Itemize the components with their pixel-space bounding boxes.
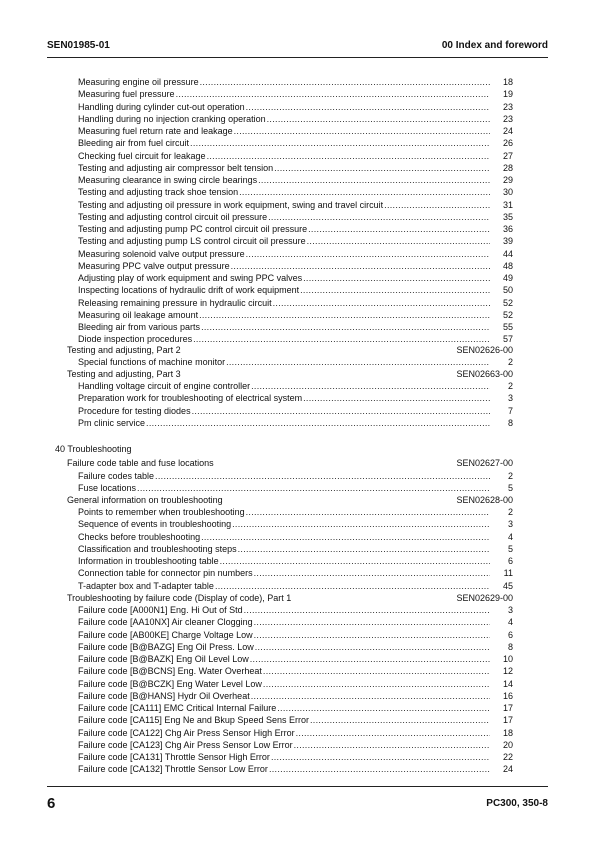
toc-entry-page: 20 xyxy=(502,739,513,750)
toc-leader-dots xyxy=(207,150,490,162)
toc-entry-title: Preparation work for troubleshooting of electrical system xyxy=(78,393,303,404)
toc-entry-title: Checks before troubleshooting xyxy=(78,531,201,542)
toc-entry-title: Handling voltage circuit of engine controller xyxy=(78,381,251,391)
toc-leader-dots xyxy=(215,580,490,592)
toc-leader-dots xyxy=(273,297,490,309)
toc-entry-page: 12 xyxy=(502,666,513,677)
toc-entry-title: Special functions of machine monitor xyxy=(78,357,226,367)
toc-entry-page: 18 xyxy=(502,727,513,738)
toc-leader-dots xyxy=(199,309,490,321)
toc-subsection-failure-table[interactable] xyxy=(67,457,513,469)
toc-entry-page: 28 xyxy=(502,162,513,173)
toc-entry-page: 27 xyxy=(502,150,513,161)
toc-entry-page: 8 xyxy=(507,641,513,652)
toc-entry-title: Points to remember when troubleshooting xyxy=(78,507,245,517)
toc-subsection-code: SEN02628-00 xyxy=(456,495,513,505)
toc-subsection-code: SEN02629-00 xyxy=(456,593,513,603)
toc-entry-title: Inspecting locations of hydraulic drift of work equipment xyxy=(78,285,300,296)
toc-entry-page: 6 xyxy=(507,556,513,566)
toc-entry-title: Measuring clearance in swing circle bearings xyxy=(78,175,258,185)
toc-leader-dots xyxy=(201,321,490,333)
toc-leader-dots xyxy=(258,174,490,186)
toc-entry-page: 5 xyxy=(507,483,513,494)
toc-subsection-testing-part3[interactable] xyxy=(67,368,513,380)
toc-leader-dots xyxy=(239,186,490,198)
toc-entry[interactable] xyxy=(78,555,513,567)
toc-entry-title: Handling during no injection cranking operation xyxy=(78,113,266,124)
toc-entry-title: Testing and adjusting oil pressure in work equipment, swing and travel circuit xyxy=(78,199,384,210)
toc-entry-page: 17 xyxy=(502,703,513,713)
toc-entry-title: Failure code [B@BCZK] Eng Water Level Low xyxy=(78,678,262,689)
toc-leader-dots xyxy=(246,506,490,518)
toc-entry[interactable] xyxy=(78,380,513,392)
toc-entry-title: Classification and troubleshooting steps xyxy=(78,543,237,554)
toc-leader-dots xyxy=(308,223,490,235)
toc-entry[interactable] xyxy=(78,392,513,404)
toc-entry-title: T-adapter box and T-adapter table xyxy=(78,580,214,591)
toc-entry-title: Failure code [CA123] Chg Air Press Sensor Low Error xyxy=(78,739,293,750)
toc-leader-dots xyxy=(176,88,490,100)
toc-entry[interactable] xyxy=(78,678,513,690)
toc-entry-title: Testing and adjusting track shoe tension xyxy=(78,187,239,198)
toc-subsection-title: General information on troubleshooting xyxy=(67,495,223,505)
toc-subsection-code: SEN02626-00 xyxy=(456,345,513,355)
toc-entry[interactable] xyxy=(78,186,513,198)
toc-leader-dots xyxy=(254,616,490,628)
toc-entry[interactable] xyxy=(78,567,513,579)
toc-leader-dots xyxy=(271,751,490,763)
toc-entry-page: 49 xyxy=(502,273,513,283)
toc-leader-dots xyxy=(255,641,490,653)
toc-entry[interactable] xyxy=(78,763,513,775)
toc-entry[interactable] xyxy=(78,101,513,113)
toc-entry[interactable] xyxy=(78,604,513,616)
toc-leader-dots xyxy=(232,518,490,530)
toc-leader-dots xyxy=(263,665,490,677)
toc-entry[interactable] xyxy=(78,405,513,417)
toc-entry-page: 55 xyxy=(502,322,513,332)
toc-leader-dots xyxy=(246,101,490,113)
toc-entry-page: 2 xyxy=(507,471,513,481)
toc-entry[interactable] xyxy=(78,125,513,137)
toc-entry-page: 4 xyxy=(507,617,513,628)
toc-leader-dots xyxy=(277,702,490,714)
toc-entry-title: Failure code [CA132] Throttle Sensor Low Error xyxy=(78,764,268,775)
toc-entry-page: 24 xyxy=(502,126,513,136)
toc-entry-page: 5 xyxy=(507,543,513,554)
toc-entry[interactable] xyxy=(78,690,513,702)
toc-entry-page: 30 xyxy=(502,187,513,198)
toc-entry-page: 6 xyxy=(507,629,513,640)
toc-entry[interactable] xyxy=(78,248,513,260)
toc-entry-title: Failure code [B@BAZK] Eng Oil Level Low xyxy=(78,654,249,664)
toc-subsection-title: Testing and adjusting, Part 2 xyxy=(67,345,181,355)
toc-leader-dots xyxy=(231,260,490,272)
toc-entry[interactable] xyxy=(78,113,513,125)
machine-model: PC300, 350-8 xyxy=(486,798,548,809)
toc-entry[interactable] xyxy=(78,223,513,235)
toc-entry-page: 44 xyxy=(502,248,513,259)
toc-entry-title: Failure code [CA131] Throttle Sensor High Error xyxy=(78,752,270,762)
toc-entry[interactable] xyxy=(78,76,513,88)
toc-entry-page: 26 xyxy=(502,138,513,149)
toc-leader-dots xyxy=(263,678,490,690)
toc-entry-title: Bleeding air from fuel circuit xyxy=(78,138,190,149)
toc-entry[interactable] xyxy=(78,470,513,482)
toc-entry-page: 23 xyxy=(502,113,513,124)
toc-entry-title: Measuring engine oil pressure xyxy=(78,77,199,87)
toc-entry-page: 29 xyxy=(502,175,513,185)
toc-entry[interactable] xyxy=(78,629,513,641)
toc-entry-title: Handling during cylinder cut-out operation xyxy=(78,101,245,112)
toc-entry-title: Diode inspection procedures xyxy=(78,334,193,345)
toc-entry-page: 16 xyxy=(502,690,513,701)
toc-entry-title: Failure code [B@BCNS] Eng. Water Overheat xyxy=(78,666,262,677)
toc-entry-title: Procedure for testing diodes xyxy=(78,405,191,416)
toc-entry-page: 57 xyxy=(502,334,513,345)
toc-entry-title: Information in troubleshooting table xyxy=(78,556,219,566)
toc-entry-page: 4 xyxy=(507,531,513,542)
toc-leader-dots xyxy=(303,392,490,404)
toc-entry[interactable] xyxy=(78,321,513,333)
toc-entry-title: Bleeding air from various parts xyxy=(78,322,201,332)
toc-entry[interactable] xyxy=(78,417,513,429)
page-header xyxy=(47,39,548,53)
toc-leader-dots xyxy=(250,653,490,665)
toc-leader-dots xyxy=(201,531,490,543)
toc-entry[interactable] xyxy=(78,580,513,592)
toc-entry[interactable] xyxy=(78,211,513,223)
toc-entry-title: Testing and adjusting control circuit oil pressure xyxy=(78,211,268,222)
toc-entry[interactable] xyxy=(78,88,513,100)
toc-leader-dots xyxy=(238,543,490,555)
toc-leader-dots xyxy=(146,417,490,429)
toc-entry[interactable] xyxy=(78,506,513,518)
toc-entry-page: 2 xyxy=(507,507,513,517)
toc-entry-title: Measuring solenoid valve output pressure xyxy=(78,248,245,259)
toc-entry[interactable] xyxy=(78,531,513,543)
toc-leader-dots xyxy=(307,235,490,247)
toc-entry[interactable] xyxy=(78,309,513,321)
toc-entry[interactable] xyxy=(78,150,513,162)
footer-rule xyxy=(47,786,548,787)
toc-entry-title: Sequence of events in troubleshooting xyxy=(78,519,232,530)
toc-entry[interactable] xyxy=(78,162,513,174)
toc-subsection-code: SEN02627-00 xyxy=(456,458,513,468)
header-rule xyxy=(47,57,548,58)
toc-leader-dots xyxy=(246,248,490,260)
toc-entry[interactable] xyxy=(78,260,513,272)
page-footer xyxy=(47,794,548,814)
toc-entry-title: Testing and adjusting air compressor belt tension xyxy=(78,162,274,173)
toc-chapter-troubleshooting[interactable] xyxy=(55,443,513,455)
toc-entry[interactable] xyxy=(78,272,513,284)
toc-entry-title: Testing and adjusting pump PC control circuit oil pressure xyxy=(78,224,308,234)
toc-entry[interactable] xyxy=(78,751,513,763)
toc-leader-dots xyxy=(251,690,490,702)
toc-entry-title: Measuring fuel pressure xyxy=(78,89,175,100)
toc-entry-page: 23 xyxy=(502,101,513,112)
toc-subsection-title: Failure code table and fuse locations xyxy=(67,458,214,468)
toc-subsection-testing-part2[interactable] xyxy=(67,344,513,356)
toc-entry[interactable] xyxy=(78,616,513,628)
toc-entry-page: 3 xyxy=(507,393,513,404)
page-number: 6 xyxy=(47,795,56,812)
toc-subsection-code: SEN02663-00 xyxy=(456,369,513,379)
toc-entry-page: 3 xyxy=(507,605,513,615)
toc-leader-dots xyxy=(226,356,490,368)
toc-entry-page: 48 xyxy=(502,260,513,271)
toc-leader-dots xyxy=(234,125,490,137)
toc-subsection-title: Troubleshooting by failure code (Display of code), Part 1 xyxy=(67,593,292,603)
toc-entry[interactable] xyxy=(78,714,513,726)
toc-leader-dots xyxy=(384,199,490,211)
toc-leader-dots xyxy=(155,470,490,482)
toc-entry[interactable] xyxy=(78,727,513,739)
toc-subsection-by-failure-code[interactable] xyxy=(67,592,513,604)
toc-entry[interactable] xyxy=(78,518,513,530)
toc-entry-title: Failure code [CA122] Chg Air Press Sensor High Error xyxy=(78,727,295,738)
toc-entry-page: 2 xyxy=(507,381,513,391)
toc-leader-dots xyxy=(296,727,490,739)
toc-leader-dots xyxy=(294,739,490,751)
toc-entry-page: 52 xyxy=(502,297,513,308)
toc-entry-title: Releasing remaining pressure in hydraulic circuit xyxy=(78,297,272,308)
toc-entry-title: Pm clinic service xyxy=(78,417,146,428)
toc-subsection-general-info[interactable] xyxy=(67,494,513,506)
toc-entry[interactable] xyxy=(78,482,513,494)
toc-entry-page: 11 xyxy=(503,568,513,579)
toc-entry-title: Measuring PPC valve output pressure xyxy=(78,260,230,271)
toc-entry-title: Connection table for connector pin numbers xyxy=(78,568,253,579)
toc-entry-title: Adjusting play of work equipment and swing PPC valves xyxy=(78,273,303,283)
toc-entry[interactable] xyxy=(78,543,513,555)
toc-entry-page: 35 xyxy=(502,211,513,222)
toc-entry-title: Measuring oil leakage amount xyxy=(78,309,199,320)
toc-entry-page: 39 xyxy=(502,236,513,247)
toc-leader-dots xyxy=(254,629,490,641)
section-title: 00 Index and foreword xyxy=(441,40,548,51)
toc-leader-dots xyxy=(267,113,490,125)
toc-entry-page: 31 xyxy=(502,199,513,210)
toc-leader-dots xyxy=(310,714,490,726)
toc-entry-page: 3 xyxy=(507,519,513,530)
toc-leader-dots xyxy=(244,604,490,616)
toc-entry[interactable] xyxy=(78,739,513,751)
toc-entry[interactable] xyxy=(78,297,513,309)
toc-entry-title: Failure code [CA115] Eng Ne and Bkup Speed Sens Error xyxy=(78,715,309,726)
toc-entry[interactable] xyxy=(78,702,513,714)
toc-entry-title: Fuse locations xyxy=(78,483,137,494)
toc-entry[interactable] xyxy=(78,235,513,247)
toc-entry-title: Testing and adjusting pump LS control circuit oil pressure xyxy=(78,236,306,247)
toc-leader-dots xyxy=(274,162,490,174)
toc-entry-page: 19 xyxy=(502,89,513,100)
toc-entry-page: 36 xyxy=(502,224,513,234)
toc-entry-page: 18 xyxy=(502,77,513,87)
toc-leader-dots xyxy=(269,763,490,775)
toc-entry-page: 24 xyxy=(502,764,513,775)
toc-entry-title: Failure codes table xyxy=(78,471,155,481)
toc-leader-dots xyxy=(220,555,490,567)
toc-entry-page: 7 xyxy=(507,405,513,416)
toc-entry-page: 14 xyxy=(502,678,513,689)
toc-leader-dots xyxy=(251,380,490,392)
toc-entry[interactable] xyxy=(78,356,513,368)
toc-entry[interactable] xyxy=(78,665,513,677)
toc-entry-page: 22 xyxy=(502,752,513,762)
toc-entry-page: 45 xyxy=(502,580,513,591)
toc-subsection-title: Testing and adjusting, Part 3 xyxy=(67,369,181,379)
toc-entry[interactable] xyxy=(78,137,513,149)
toc-entry[interactable] xyxy=(78,641,513,653)
toc-leader-dots xyxy=(200,76,490,88)
toc-entry-title: Failure code [AA10NX] Air cleaner Clogging xyxy=(78,617,253,628)
toc-entry-title: Failure code [CA111] EMC Critical Internal Failure xyxy=(78,703,277,713)
toc-entry-title: Failure code [B@BAZG] Eng Oil Press. Low xyxy=(78,641,254,652)
toc-leader-dots xyxy=(300,284,490,296)
toc-entry-page: 52 xyxy=(502,309,513,320)
toc-chapter-title: 40 Troubleshooting xyxy=(55,444,132,454)
toc-leader-dots xyxy=(192,405,490,417)
toc-entry-page: 17 xyxy=(502,715,513,726)
toc-entry-title: Checking fuel circuit for leakage xyxy=(78,150,206,161)
toc-entry-page: 2 xyxy=(507,357,513,367)
toc-entry[interactable] xyxy=(78,199,513,211)
toc-entry-page: 10 xyxy=(502,654,513,664)
toc-entry-page: 50 xyxy=(502,285,513,296)
toc-leader-dots xyxy=(137,482,490,494)
toc-entry[interactable] xyxy=(78,284,513,296)
toc-leader-dots xyxy=(190,137,490,149)
toc-entry-title: Failure code [AB00KE] Charge Voltage Low xyxy=(78,629,253,640)
toc-leader-dots xyxy=(303,272,490,284)
toc-entry-title: Failure code [A000N1] Eng. Hi Out of Std xyxy=(78,605,243,615)
toc-leader-dots xyxy=(268,211,490,223)
toc-entry-title: Measuring fuel return rate and leakage xyxy=(78,126,233,136)
toc-entry[interactable] xyxy=(78,653,513,665)
toc-entry-page: 8 xyxy=(507,417,513,428)
toc-entry[interactable] xyxy=(78,174,513,186)
document-code: SEN01985-01 xyxy=(47,40,110,51)
toc-entry-title: Failure code [B@HANS] Hydr Oil Overheat xyxy=(78,690,250,701)
toc-leader-dots xyxy=(254,567,490,579)
